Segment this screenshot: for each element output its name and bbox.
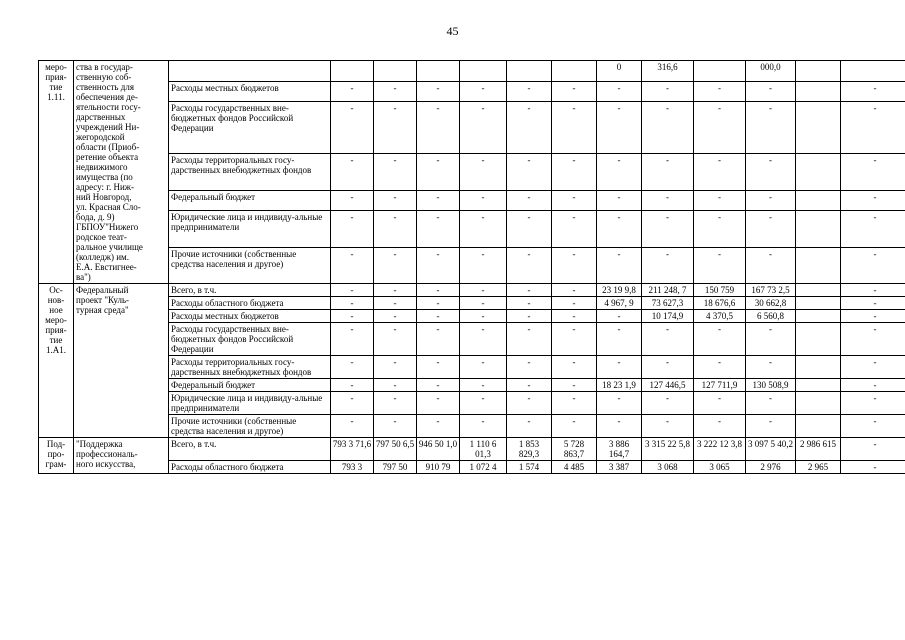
value-cell: -	[417, 284, 460, 297]
value-cell: 211 248, 7	[642, 284, 694, 297]
table-row	[39, 102, 905, 154]
value-cell: -	[331, 415, 374, 438]
source-label-cell: Федеральный бюджет	[169, 379, 331, 392]
value-cell: -	[597, 81, 642, 102]
table-row	[39, 323, 905, 356]
value-cell: -	[507, 356, 552, 379]
value-cell: -	[552, 102, 597, 154]
value-cell: -	[694, 102, 746, 154]
value-cell: 10 174,9	[642, 310, 694, 323]
value-cell: -	[552, 415, 597, 438]
table-row	[39, 154, 905, 190]
source-label-cell: Юридические лица и индивиду-альные предприниматели	[169, 211, 331, 247]
value-cell: -	[746, 81, 796, 102]
table-row	[39, 284, 905, 297]
value-cell: -	[374, 392, 417, 415]
value-cell	[552, 61, 597, 82]
source-label-cell: Расходы государственных вне-бюджетных фондов Российской Федерации	[169, 323, 331, 356]
value-cell: -	[374, 154, 417, 190]
value-cell	[507, 61, 552, 82]
value-cell: -	[460, 379, 507, 392]
value-cell: -	[507, 310, 552, 323]
value-cell: -	[417, 323, 460, 356]
value-cell: 18 23 1,9	[597, 379, 642, 392]
table-row	[39, 461, 905, 474]
value-cell: 910 79	[417, 461, 460, 474]
value-cell: -	[331, 284, 374, 297]
value-cell: -	[417, 154, 460, 190]
table-row	[39, 392, 905, 415]
value-cell: -	[694, 154, 746, 190]
value-cell: -	[841, 211, 905, 247]
value-cell: -	[841, 392, 905, 415]
value-cell	[796, 154, 841, 190]
value-cell: 793 3 71,6	[331, 438, 374, 461]
value-cell: 3 068	[642, 461, 694, 474]
source-label-cell: Прочие источники (собственные средства населения и другое)	[169, 415, 331, 438]
value-cell	[796, 323, 841, 356]
value-cell: 167 73 2,5	[746, 284, 796, 297]
value-cell: -	[746, 190, 796, 211]
value-cell: 23 19 9,8	[597, 284, 642, 297]
source-label-cell: Всего, в т.ч.	[169, 438, 331, 461]
value-cell: -	[417, 247, 460, 283]
value-cell: -	[507, 323, 552, 356]
value-cell: -	[597, 392, 642, 415]
value-cell: -	[552, 247, 597, 283]
measure-cell: Ос- нов- ное меро- прия- тие 1.А1.	[39, 284, 74, 438]
value-cell: -	[841, 102, 905, 154]
value-cell: -	[597, 247, 642, 283]
value-cell: -	[374, 379, 417, 392]
value-cell: -	[507, 154, 552, 190]
value-cell: -	[642, 415, 694, 438]
value-cell: -	[417, 379, 460, 392]
source-label-cell: Расходы местных бюджетов	[169, 81, 331, 102]
source-label-cell: Расходы территориальных госу-дарственных внебюджетных фондов	[169, 356, 331, 379]
table-row	[39, 211, 905, 247]
source-label-cell: Прочие источники (собственные средства населения и другое)	[169, 247, 331, 283]
value-cell: -	[841, 379, 905, 392]
value-cell: 1 110 6 01,3	[460, 438, 507, 461]
value-cell: -	[746, 154, 796, 190]
value-cell: -	[642, 102, 694, 154]
value-cell: 1 853 829,3	[507, 438, 552, 461]
value-cell: -	[374, 81, 417, 102]
table-row	[39, 81, 905, 102]
value-cell: -	[552, 297, 597, 310]
value-cell: -	[417, 190, 460, 211]
value-cell: -	[746, 247, 796, 283]
value-cell: -	[841, 247, 905, 283]
value-cell	[796, 415, 841, 438]
value-cell: -	[331, 310, 374, 323]
value-cell	[796, 310, 841, 323]
value-cell: -	[374, 356, 417, 379]
value-cell: 3 222 12 3,8	[694, 438, 746, 461]
value-cell: 6 560,8	[746, 310, 796, 323]
value-cell: -	[597, 356, 642, 379]
value-cell: -	[552, 284, 597, 297]
value-cell: -	[597, 211, 642, 247]
value-cell: -	[597, 154, 642, 190]
value-cell: -	[460, 415, 507, 438]
value-cell	[417, 61, 460, 82]
value-cell: -	[841, 310, 905, 323]
value-cell: -	[374, 297, 417, 310]
value-cell: -	[331, 102, 374, 154]
value-cell: -	[552, 323, 597, 356]
value-cell: -	[507, 392, 552, 415]
value-cell: 150 759	[694, 284, 746, 297]
value-cell: -	[694, 392, 746, 415]
budget-table	[38, 60, 905, 474]
value-cell: -	[507, 297, 552, 310]
measure-name-cell: "Поддержка профессиональ- ного искусства,	[74, 438, 169, 474]
value-cell: -	[460, 211, 507, 247]
value-cell: -	[331, 154, 374, 190]
value-cell: -	[746, 415, 796, 438]
value-cell: -	[841, 461, 905, 474]
table-row	[39, 247, 905, 283]
value-cell: -	[331, 297, 374, 310]
value-cell: -	[694, 81, 746, 102]
value-cell: -	[460, 310, 507, 323]
value-cell: 3 065	[694, 461, 746, 474]
value-cell: -	[597, 323, 642, 356]
value-cell: -	[694, 415, 746, 438]
value-cell	[796, 379, 841, 392]
value-cell: -	[552, 154, 597, 190]
value-cell: -	[331, 392, 374, 415]
value-cell: -	[642, 190, 694, 211]
value-cell: -	[374, 190, 417, 211]
value-cell	[796, 190, 841, 211]
value-cell: -	[417, 392, 460, 415]
value-cell: -	[552, 81, 597, 102]
value-cell: 30 662,8	[746, 297, 796, 310]
table-row	[39, 415, 905, 438]
value-cell: -	[642, 211, 694, 247]
value-cell	[796, 211, 841, 247]
value-cell: -	[460, 323, 507, 356]
value-cell: -	[552, 379, 597, 392]
value-cell: -	[841, 154, 905, 190]
value-cell: -	[417, 356, 460, 379]
source-label-cell: Расходы государственных вне-бюджетных фондов Российской Федерации	[169, 102, 331, 154]
measure-cell: Под- про- грам-	[39, 438, 74, 474]
value-cell: -	[507, 211, 552, 247]
value-cell: -	[374, 310, 417, 323]
value-cell	[796, 102, 841, 154]
value-cell: 130 508,9	[746, 379, 796, 392]
value-cell: -	[552, 211, 597, 247]
value-cell: 4 485	[552, 461, 597, 474]
value-cell: -	[841, 81, 905, 102]
value-cell: 3 886 164,7	[597, 438, 642, 461]
value-cell: -	[507, 247, 552, 283]
source-label-cell: Федеральный бюджет	[169, 190, 331, 211]
value-cell	[796, 297, 841, 310]
source-label-cell	[169, 61, 331, 82]
value-cell: 946 50 1,0	[417, 438, 460, 461]
table-row	[39, 297, 905, 310]
value-cell: -	[597, 415, 642, 438]
value-cell: -	[841, 297, 905, 310]
value-cell: -	[552, 356, 597, 379]
value-cell: -	[460, 102, 507, 154]
value-cell: -	[460, 247, 507, 283]
measure-name-cell: Федеральный проект "Куль- турная среда"	[74, 284, 169, 438]
value-cell	[796, 247, 841, 283]
value-cell: -	[694, 190, 746, 211]
value-cell	[460, 61, 507, 82]
value-cell: -	[460, 297, 507, 310]
table-row	[39, 438, 905, 461]
value-cell: -	[417, 310, 460, 323]
value-cell	[796, 356, 841, 379]
value-cell: -	[746, 211, 796, 247]
value-cell: -	[507, 379, 552, 392]
value-cell: -	[642, 81, 694, 102]
measure-cell: меро- прия- тие 1.11.	[39, 61, 74, 284]
value-cell: -	[417, 102, 460, 154]
table-row	[39, 61, 905, 82]
table-body	[39, 61, 905, 474]
source-label-cell: Всего, в т.ч.	[169, 284, 331, 297]
value-cell: -	[374, 284, 417, 297]
value-cell: -	[642, 392, 694, 415]
value-cell: 3 387	[597, 461, 642, 474]
value-cell: -	[331, 211, 374, 247]
value-cell: -	[597, 310, 642, 323]
value-cell: -	[460, 356, 507, 379]
value-cell: -	[552, 310, 597, 323]
value-cell: 316,6	[642, 61, 694, 82]
value-cell: -	[417, 297, 460, 310]
value-cell: -	[642, 247, 694, 283]
value-cell: -	[841, 323, 905, 356]
value-cell: -	[746, 392, 796, 415]
value-cell: -	[460, 392, 507, 415]
value-cell: 73 627,3	[642, 297, 694, 310]
value-cell: 5 728 863,7	[552, 438, 597, 461]
value-cell: -	[694, 211, 746, 247]
table-row	[39, 190, 905, 211]
value-cell	[374, 61, 417, 82]
value-cell: -	[331, 323, 374, 356]
value-cell: -	[331, 81, 374, 102]
value-cell: 1 072 4	[460, 461, 507, 474]
value-cell: 127 446,5	[642, 379, 694, 392]
source-label-cell: Расходы областного бюджета	[169, 297, 331, 310]
value-cell: -	[460, 154, 507, 190]
value-cell: -	[694, 247, 746, 283]
value-cell: 1 574	[507, 461, 552, 474]
value-cell: 797 50 6,5	[374, 438, 417, 461]
source-label-cell: Расходы областного бюджета	[169, 461, 331, 474]
value-cell: 3 097 5 40,2	[746, 438, 796, 461]
source-label-cell: Расходы территориальных госу-дарственных внебюджетных фондов	[169, 154, 331, 190]
value-cell: -	[841, 438, 905, 461]
value-cell	[796, 61, 841, 82]
value-cell: -	[374, 102, 417, 154]
value-cell: -	[694, 323, 746, 356]
value-cell: 797 50	[374, 461, 417, 474]
value-cell: -	[417, 81, 460, 102]
value-cell: -	[374, 211, 417, 247]
value-cell: -	[642, 356, 694, 379]
value-cell: 4 370,5	[694, 310, 746, 323]
value-cell: -	[642, 323, 694, 356]
value-cell: -	[507, 284, 552, 297]
value-cell: -	[374, 247, 417, 283]
value-cell	[796, 284, 841, 297]
value-cell: 4 967, 9	[597, 297, 642, 310]
value-cell: -	[507, 415, 552, 438]
value-cell	[694, 61, 746, 82]
value-cell: 2 965	[796, 461, 841, 474]
value-cell: -	[331, 379, 374, 392]
value-cell: -	[552, 392, 597, 415]
value-cell: 0	[597, 61, 642, 82]
value-cell: -	[597, 190, 642, 211]
source-label-cell: Расходы местных бюджетов	[169, 310, 331, 323]
value-cell: -	[841, 284, 905, 297]
table-row	[39, 356, 905, 379]
value-cell: -	[460, 81, 507, 102]
value-cell: -	[507, 190, 552, 211]
source-label-cell: Юридические лица и индивиду-альные предприниматели	[169, 392, 331, 415]
value-cell	[796, 392, 841, 415]
value-cell	[841, 61, 905, 82]
value-cell: 18 676,6	[694, 297, 746, 310]
value-cell: -	[746, 323, 796, 356]
value-cell: -	[417, 415, 460, 438]
value-cell: 3 315 22 5,8	[642, 438, 694, 461]
value-cell: -	[841, 415, 905, 438]
value-cell: -	[597, 102, 642, 154]
measure-name-cell: ства в государ- ственную соб- ственность для обеспечения де- ятельности госу- дарственных учреждений Ни- жегородской области (Приоб- ретение объекта недвижимого имущества (по адресу: г. Ниж- ний Новгород, ул. Красная Сло- бода, д. 9) ГБПОУ"Нижего родское теат- ральное училище (колледж) им. Е.А. Евстигнее- ва")	[74, 61, 169, 284]
value-cell: -	[374, 415, 417, 438]
value-cell: -	[746, 102, 796, 154]
value-cell: 127 711,9	[694, 379, 746, 392]
table-row	[39, 310, 905, 323]
value-cell: -	[417, 211, 460, 247]
table-row	[39, 379, 905, 392]
page-number: 45	[446, 24, 459, 38]
value-cell: -	[841, 356, 905, 379]
value-cell: -	[331, 247, 374, 283]
value-cell: -	[507, 81, 552, 102]
value-cell: -	[746, 356, 796, 379]
value-cell	[331, 61, 374, 82]
value-cell: -	[374, 323, 417, 356]
value-cell: -	[460, 284, 507, 297]
value-cell: -	[507, 102, 552, 154]
value-cell: 2 986 615	[796, 438, 841, 461]
value-cell: -	[331, 356, 374, 379]
value-cell: -	[552, 190, 597, 211]
value-cell: -	[642, 154, 694, 190]
value-cell: -	[841, 190, 905, 211]
value-cell: 000,0	[746, 61, 796, 82]
value-cell: 793 3	[331, 461, 374, 474]
value-cell: 2 976	[746, 461, 796, 474]
value-cell: -	[694, 356, 746, 379]
value-cell: -	[460, 190, 507, 211]
value-cell	[796, 81, 841, 102]
value-cell: -	[331, 190, 374, 211]
